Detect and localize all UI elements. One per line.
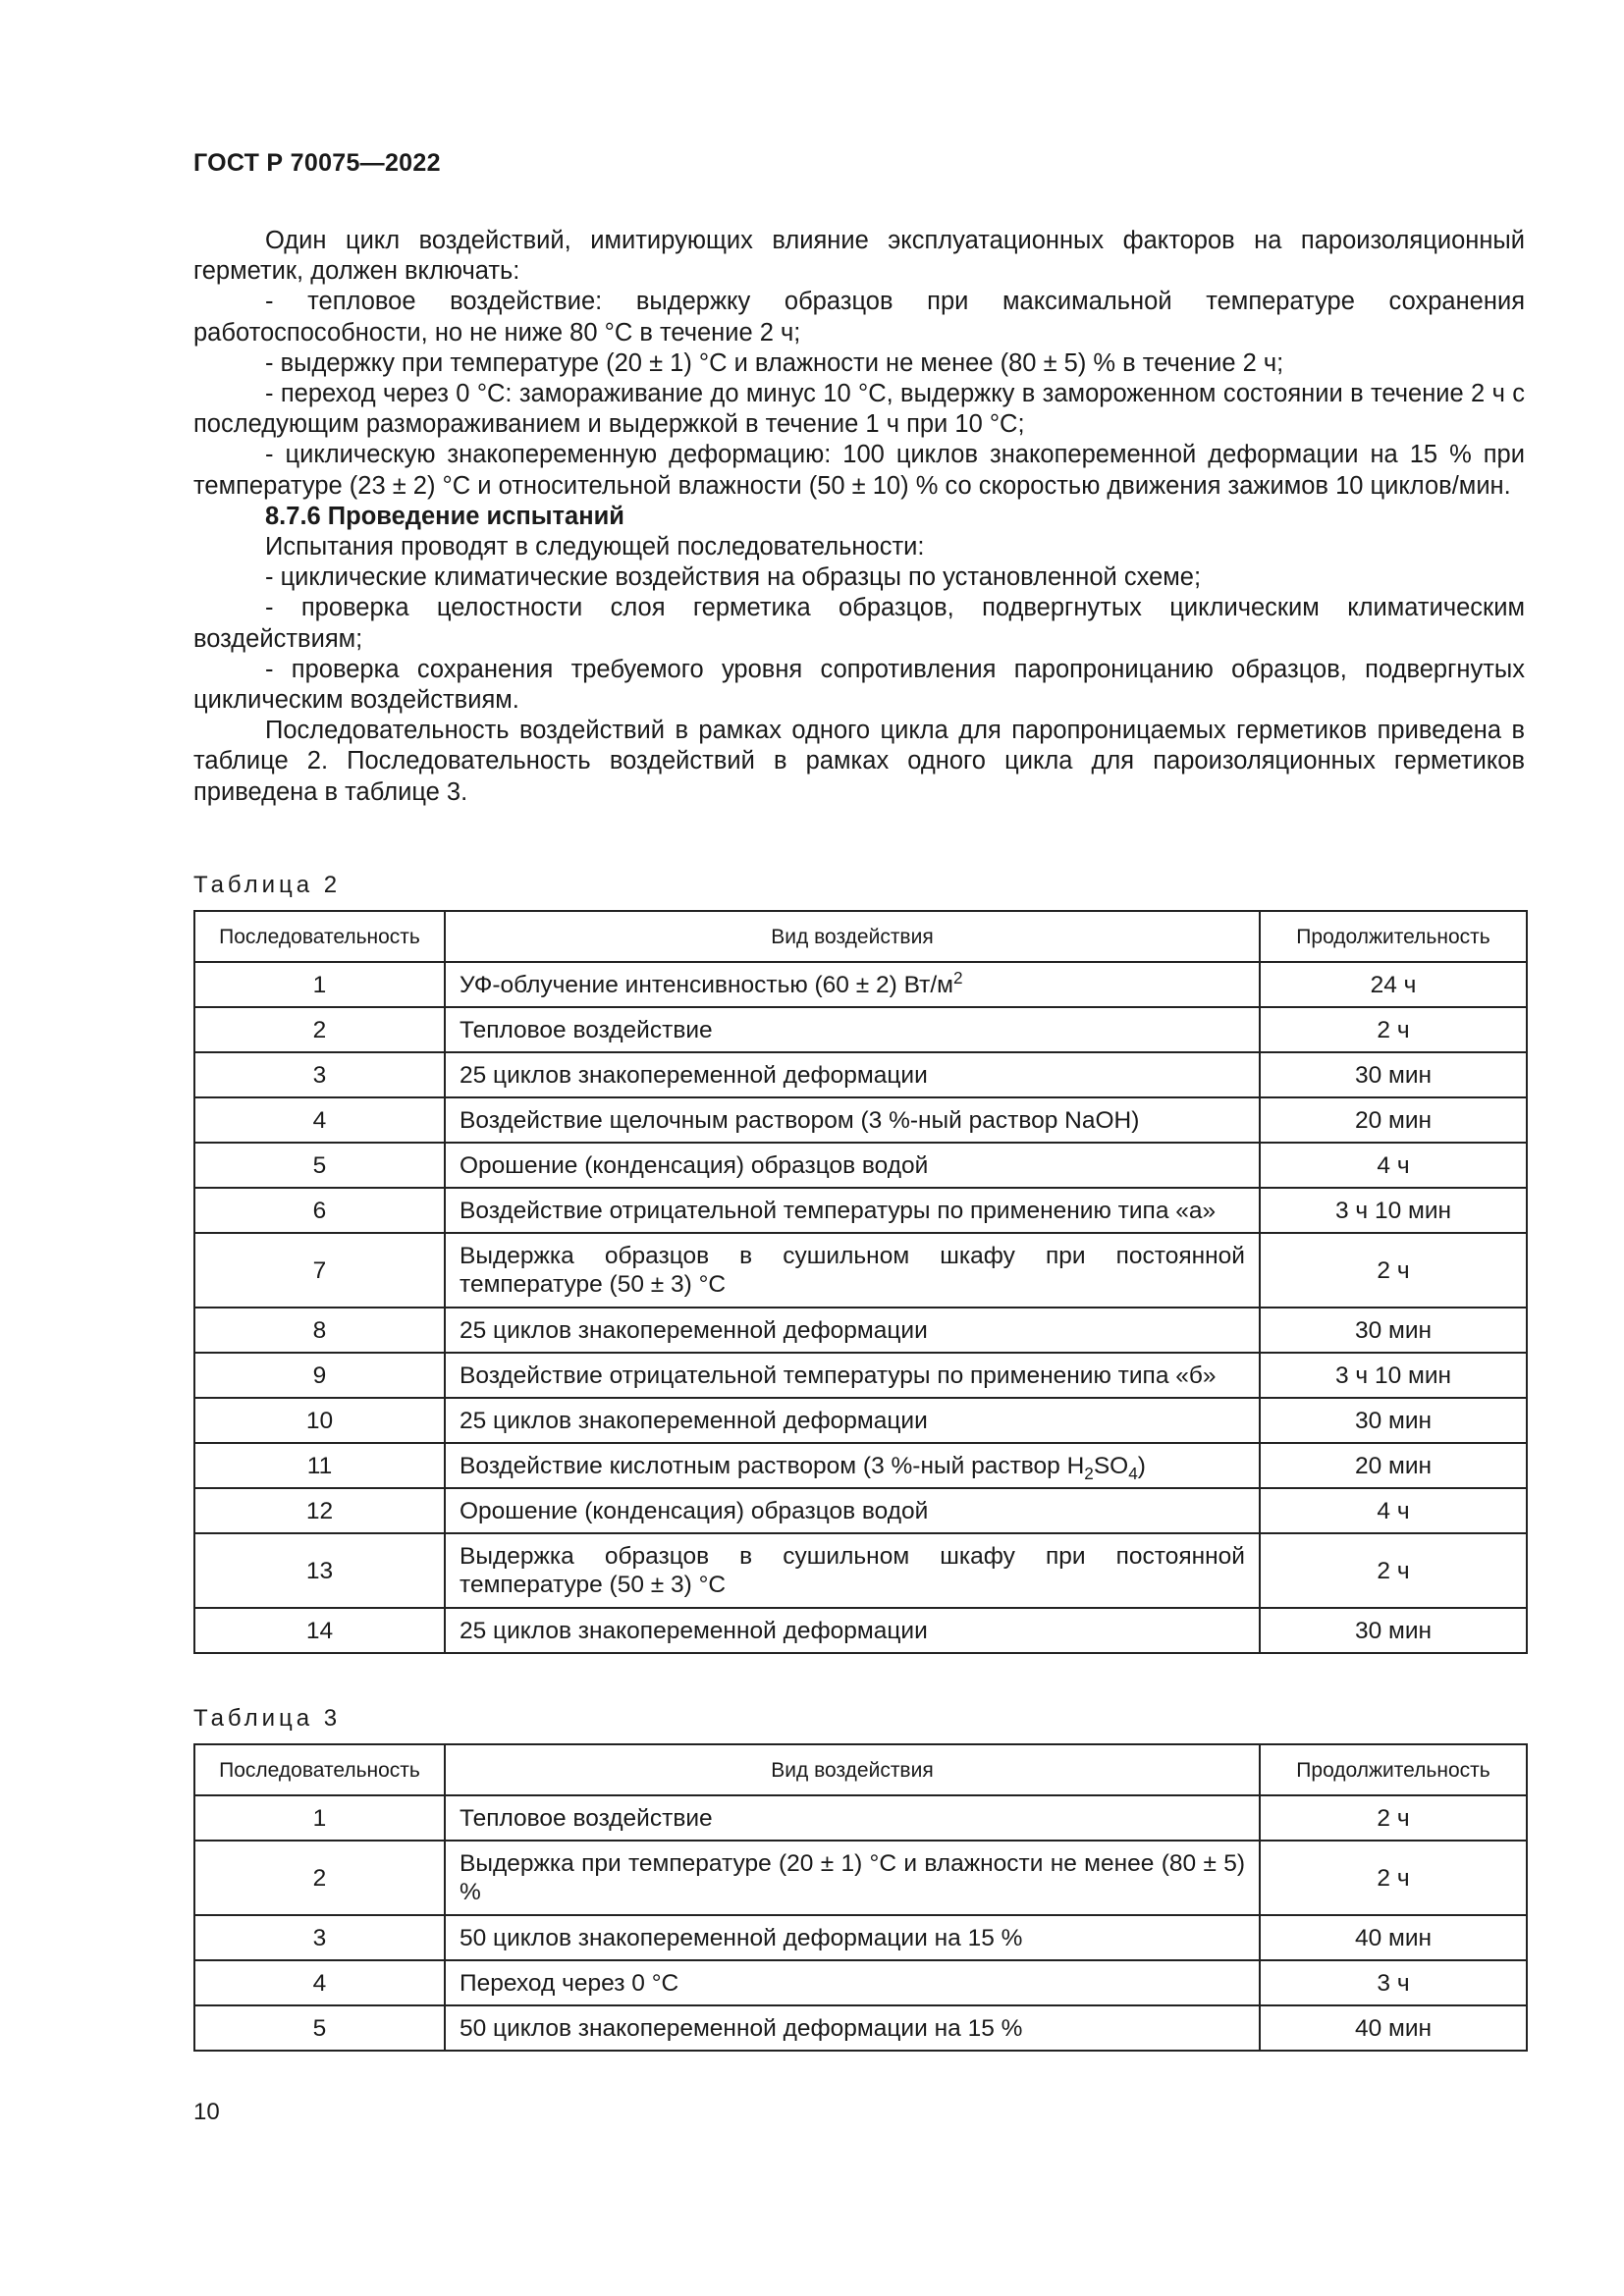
duration-cell: 2 ч <box>1260 1795 1527 1841</box>
table-row <box>194 1960 1527 2005</box>
paragraph: Испытания проводят в следующей последовательности: <box>265 533 925 561</box>
table-row <box>194 1308 1527 1353</box>
seq-cell: 2 <box>194 1007 445 1052</box>
table-2 <box>193 910 1528 1654</box>
table-row <box>194 1143 1527 1188</box>
action-cell: 25 циклов знакопеременной деформации <box>445 1308 1260 1353</box>
action-cell <box>445 1443 1260 1488</box>
table-row <box>194 1795 1527 1841</box>
duration-cell: 30 мин <box>1260 1608 1527 1653</box>
action-cell: Переход через 0 °С <box>445 1960 1260 2005</box>
paragraph: - проверка целостности слоя герметика образцов, подвергнутых циклическим климатическим воздействиям; <box>193 594 1525 653</box>
paragraph: - выдержку при температуре (20 ± 1) °С и влажности не менее (80 ± 5) % в течение 2 ч; <box>265 348 1284 377</box>
duration-cell: 4 ч <box>1260 1143 1527 1188</box>
duration-cell: 2 ч <box>1260 1841 1527 1915</box>
action-text: SO <box>1093 1452 1129 1479</box>
action-cell: Выдержка образцов в сушильном шкафу при постоянной температуре (50 ± 3) °С <box>445 1533 1260 1608</box>
seq-cell: 1 <box>194 1795 445 1841</box>
action-text: ) <box>1137 1452 1146 1479</box>
action-cell: Орошение (конденсация) образцов водой <box>445 1143 1260 1188</box>
table-header-cell: Продолжительность <box>1260 1744 1527 1795</box>
table-row <box>194 1443 1527 1488</box>
table-3-caption: Таблица 3 <box>193 1705 342 1732</box>
duration-cell: 2 ч <box>1260 1233 1527 1308</box>
duration-cell: 3 ч 10 мин <box>1260 1188 1527 1233</box>
action-cell: Воздействие отрицательной температуры по применению типа «а» <box>445 1188 1260 1233</box>
duration-cell: 3 ч <box>1260 1960 1527 2005</box>
duration-cell: 24 ч <box>1260 962 1527 1007</box>
table-row <box>194 1915 1527 1960</box>
table-header-cell: Последовательность <box>194 1744 445 1795</box>
duration-cell: 3 ч 10 мин <box>1260 1353 1527 1398</box>
seq-cell: 1 <box>194 962 445 1007</box>
table-row <box>194 1188 1527 1233</box>
seq-cell: 9 <box>194 1353 445 1398</box>
duration-cell: 2 ч <box>1260 1533 1527 1608</box>
duration-cell: 40 мин <box>1260 1915 1527 1960</box>
action-cell: 25 циклов знакопеременной деформации <box>445 1052 1260 1097</box>
table-row <box>194 1608 1527 1653</box>
duration-cell: 2 ч <box>1260 1007 1527 1052</box>
page-number: 10 <box>193 2099 220 2125</box>
table-row <box>194 2005 1527 2051</box>
body-text <box>193 226 1525 808</box>
seq-cell: 2 <box>194 1841 445 1915</box>
paragraph: Один цикл воздействий, имитирующих влияние эксплуатационных факторов на пароизоляционный герметик, должен включать: <box>193 227 1525 286</box>
table-row <box>194 1398 1527 1443</box>
action-cell: Воздействие щелочным раствором (3 %-ный раствор NaOH) <box>445 1097 1260 1143</box>
table-2-caption: Таблица 2 <box>193 872 342 898</box>
seq-cell: 13 <box>194 1533 445 1608</box>
table-row <box>194 1052 1527 1097</box>
table-row <box>194 1007 1527 1052</box>
table-row <box>194 1353 1527 1398</box>
duration-cell: 20 мин <box>1260 1097 1527 1143</box>
seq-cell: 3 <box>194 1915 445 1960</box>
table-row <box>194 1233 1527 1308</box>
seq-cell: 10 <box>194 1398 445 1443</box>
action-cell: Выдержка образцов в сушильном шкафу при постоянной температуре (50 ± 3) °С <box>445 1233 1260 1308</box>
seq-cell: 6 <box>194 1188 445 1233</box>
paragraph: - тепловое воздействие: выдержку образцов при максимальной температуре сохранения работоспособности, но не ниже 80 °С в течение 2 ч; <box>193 288 1525 347</box>
table-row <box>194 1488 1527 1533</box>
seq-cell: 8 <box>194 1308 445 1353</box>
action-cell: Воздействие отрицательной температуры по применению типа «б» <box>445 1353 1260 1398</box>
action-cell: 25 циклов знакопеременной деформации <box>445 1398 1260 1443</box>
paragraph: - переход через 0 °С: замораживание до минус 10 °С, выдержку в замороженном состоянии в течение 2 ч с последующим размораживанием и выдержкой в течение 1 ч при 10 °С; <box>193 380 1525 439</box>
seq-cell: 3 <box>194 1052 445 1097</box>
table-row <box>194 1097 1527 1143</box>
action-cell: Выдержка при температуре (20 ± 1) °С и влажности не менее (80 ± 5) % <box>445 1841 1260 1915</box>
paragraph: - циклические климатические воздействия на образцы по установленной схеме; <box>265 563 1202 592</box>
action-cell: 25 циклов знакопеременной деформации <box>445 1608 1260 1653</box>
table-header-cell: Вид воздействия <box>445 1744 1260 1795</box>
seq-cell: 4 <box>194 1960 445 2005</box>
duration-cell: 30 мин <box>1260 1052 1527 1097</box>
duration-cell: 30 мин <box>1260 1308 1527 1353</box>
action-cell: Тепловое воздействие <box>445 1007 1260 1052</box>
action-cell: 50 циклов знакопеременной деформации на 15 % <box>445 2005 1260 2051</box>
paragraph: - циклическую знакопеременную деформацию: 100 циклов знакопеременной деформации на 15 % при температуре (23 ± 2) °С и относительной влажности (50 ± 10) % со скоростью движения зажимов 10 циклов/мин. <box>193 441 1525 500</box>
seq-cell: 14 <box>194 1608 445 1653</box>
subscript: 2 <box>1084 1463 1094 1483</box>
table-row <box>194 1533 1527 1608</box>
action-text: Воздействие кислотным раствором (3 %-ный раствор H <box>460 1452 1085 1479</box>
action-text: УФ-облучение интенсивностью (60 ± 2) Вт/м <box>460 971 953 998</box>
seq-cell: 11 <box>194 1443 445 1488</box>
table-3 <box>193 1743 1528 2052</box>
duration-cell: 20 мин <box>1260 1443 1527 1488</box>
seq-cell: 5 <box>194 2005 445 2051</box>
duration-cell: 40 мин <box>1260 2005 1527 2051</box>
duration-cell: 30 мин <box>1260 1398 1527 1443</box>
table-header-cell: Последовательность <box>194 911 445 962</box>
duration-cell: 4 ч <box>1260 1488 1527 1533</box>
paragraph: Последовательность воздействий в рамках одного цикла для паропроницаемых герметиков приведена в таблице 2. Последовательность воздействий в рамках одного цикла для пароизоляционных герметиков приведена в таблице 3. <box>193 717 1525 806</box>
seq-cell: 7 <box>194 1233 445 1308</box>
seq-cell: 5 <box>194 1143 445 1188</box>
table-header-cell: Вид воздействия <box>445 911 1260 962</box>
table-row <box>194 962 1527 1007</box>
document-header: ГОСТ Р 70075—2022 <box>193 149 441 177</box>
action-cell: Орошение (конденсация) образцов водой <box>445 1488 1260 1533</box>
paragraph: - проверка сохранения требуемого уровня сопротивления паропроницанию образцов, подвергнутых циклическим воздействиям. <box>193 655 1525 715</box>
seq-cell: 12 <box>194 1488 445 1533</box>
table-header-cell: Продолжительность <box>1260 911 1527 962</box>
seq-cell: 4 <box>194 1097 445 1143</box>
action-cell: 50 циклов знакопеременной деформации на 15 % <box>445 1915 1260 1960</box>
superscript: 2 <box>952 967 963 988</box>
subscript: 4 <box>1128 1463 1138 1483</box>
table-row <box>194 1841 1527 1915</box>
action-cell: Тепловое воздействие <box>445 1795 1260 1841</box>
section-heading: 8.7.6 Проведение испытаний <box>265 502 624 530</box>
action-cell <box>445 962 1260 1007</box>
